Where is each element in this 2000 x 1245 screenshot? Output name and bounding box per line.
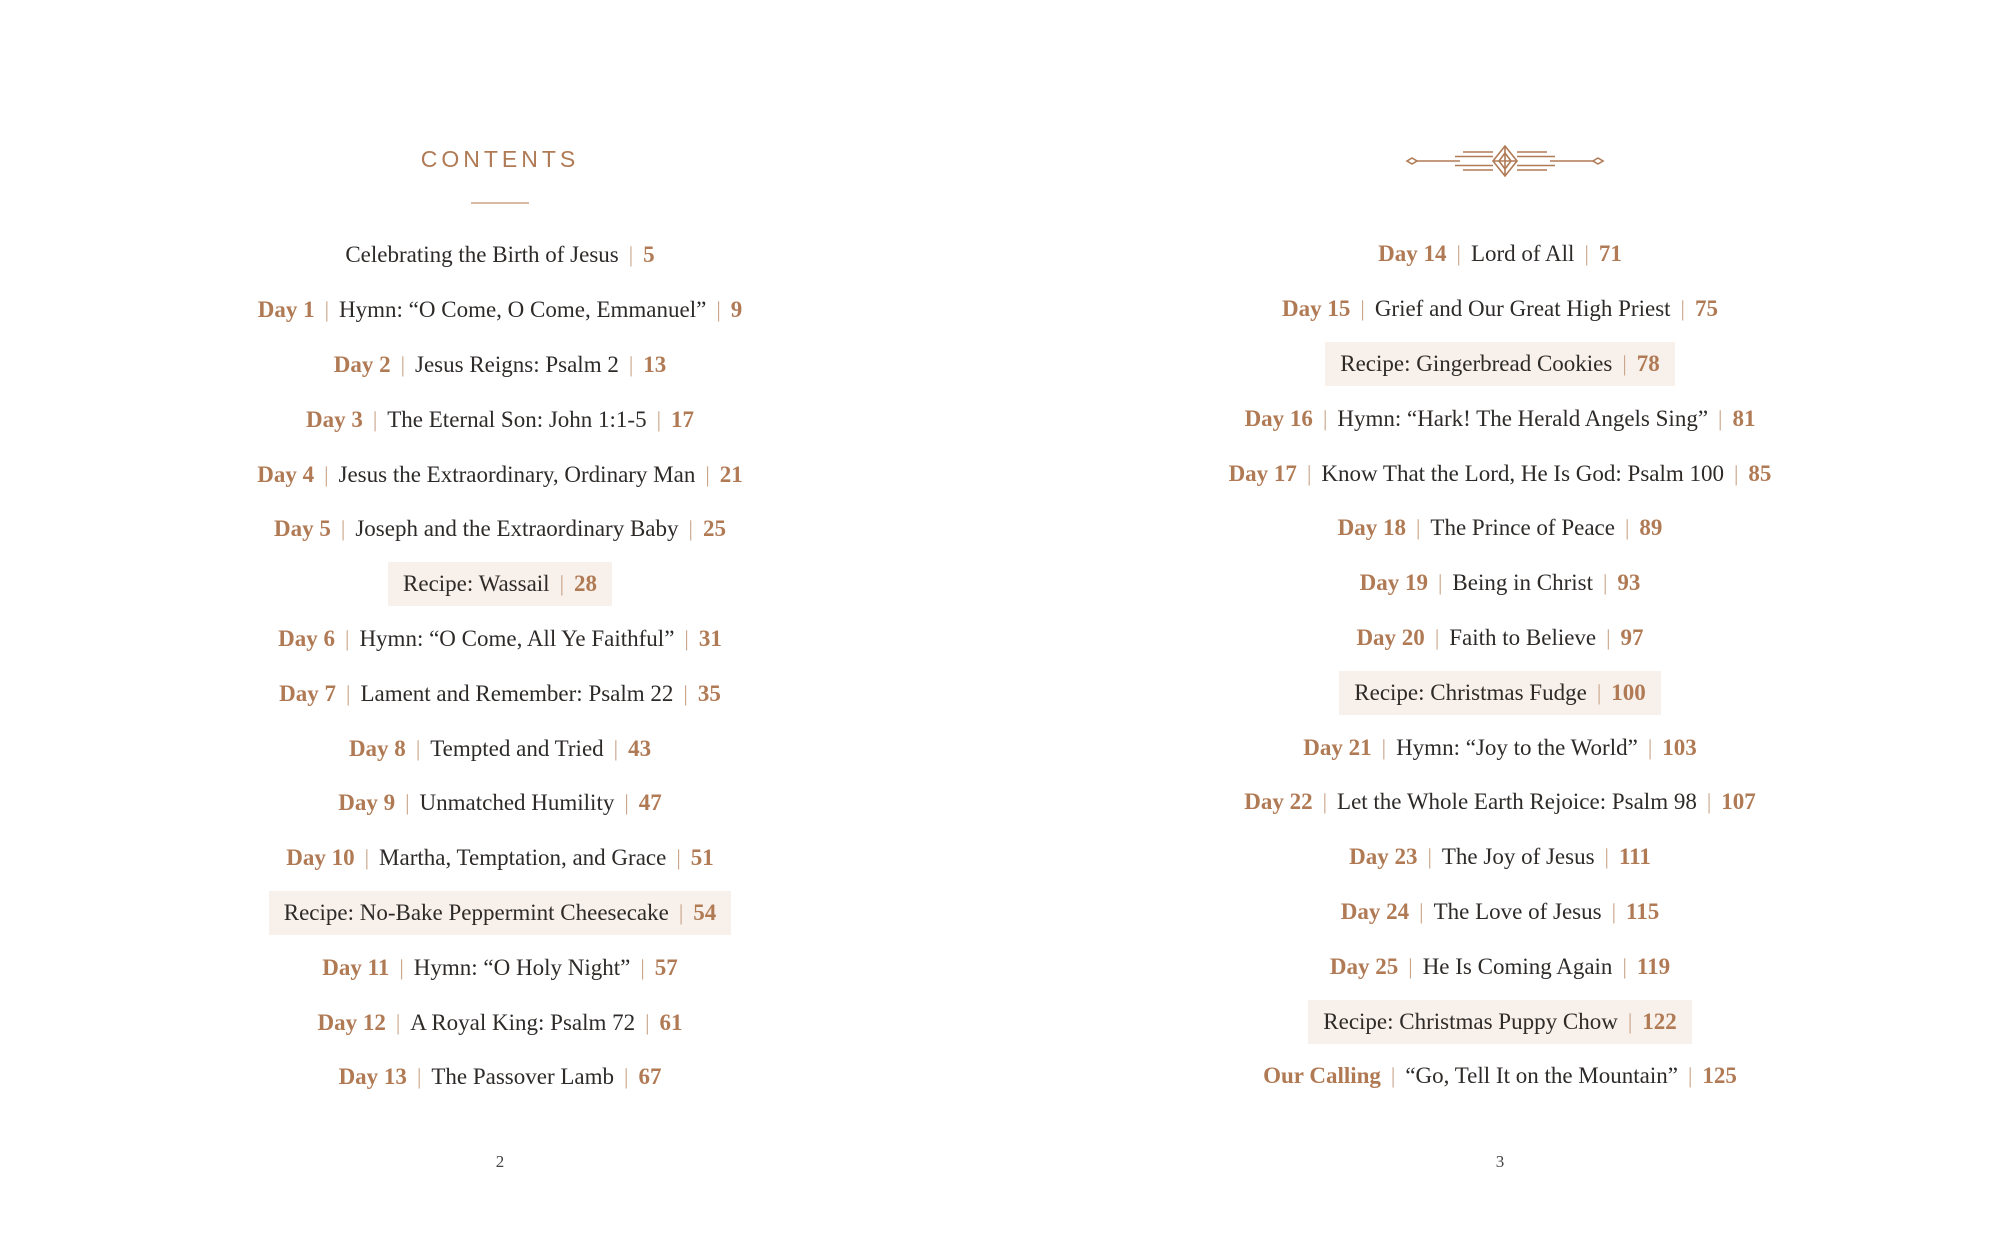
toc-entry-title: Let the Whole Earth Rejoice: Psalm 98 bbox=[1337, 789, 1697, 815]
toc-entry bbox=[272, 617, 728, 661]
toc-day-label: Day 22 bbox=[1244, 789, 1313, 815]
toc-page-number: 119 bbox=[1636, 953, 1671, 979]
toc-list-right bbox=[1000, 227, 2000, 1104]
toc-separator: | bbox=[1434, 624, 1440, 650]
toc-separator: | bbox=[1438, 570, 1443, 596]
toc-entry-title: Know That the Lord, He Is God: Psalm 100 bbox=[1321, 460, 1725, 486]
toc-entry-title: Hymn: “O Holy Night” bbox=[413, 954, 631, 980]
toc-separator: | bbox=[1718, 405, 1723, 431]
toc-entry-title: Recipe: No-Bake Peppermint Cheesecake bbox=[283, 899, 669, 925]
toc-row bbox=[1000, 939, 2000, 994]
toc-entry-title: Being in Christ bbox=[1452, 570, 1593, 596]
toc-separator: | bbox=[1604, 844, 1609, 870]
toc-entry-title: Hymn: “Hark! The Herald Angels Sing” bbox=[1337, 405, 1709, 431]
toc-day-label: Day 25 bbox=[1329, 953, 1399, 979]
toc-entry bbox=[1343, 835, 1657, 879]
toc-entry-title: A Royal King: Psalm 72 bbox=[410, 1009, 636, 1035]
toc-separator: | bbox=[1647, 734, 1653, 760]
toc-day-label: Our Calling bbox=[1263, 1063, 1381, 1089]
toc-entry-title: Martha, Temptation, and Grace bbox=[379, 845, 667, 871]
toc-entry-title: Recipe: Wassail bbox=[403, 571, 550, 597]
toc-entry-title: Hymn: “Joy to the World” bbox=[1396, 734, 1638, 760]
toc-entry-title: Recipe: Christmas Fudge bbox=[1354, 679, 1587, 705]
toc-separator: | bbox=[400, 351, 406, 377]
toc-page-number: 71 bbox=[1598, 241, 1622, 267]
toc-separator: | bbox=[1687, 1063, 1693, 1089]
toc-row bbox=[1000, 501, 2000, 556]
page-number-left: 2 bbox=[495, 1152, 505, 1171]
toc-page-number: 9 bbox=[730, 297, 743, 323]
toc-separator: | bbox=[345, 625, 350, 651]
toc-row bbox=[1000, 611, 2000, 666]
toc-day-label: Day 19 bbox=[1359, 570, 1428, 596]
toc-separator: | bbox=[1456, 241, 1461, 267]
toc-entry bbox=[339, 233, 660, 277]
toc-entry bbox=[252, 288, 748, 332]
toc-separator: | bbox=[364, 845, 370, 871]
toc-entry-title: Recipe: Gingerbread Cookies bbox=[1340, 350, 1613, 376]
toc-entry-title: Lord of All bbox=[1470, 241, 1575, 267]
toc-row bbox=[0, 447, 1000, 502]
toc-row bbox=[0, 721, 1000, 776]
toc-page-number: 31 bbox=[698, 625, 722, 651]
toc-page-number: 75 bbox=[1694, 296, 1718, 322]
toc-entry bbox=[311, 1001, 688, 1045]
toc-separator: | bbox=[372, 406, 378, 432]
toc-entry-title: He Is Coming Again bbox=[1422, 953, 1613, 979]
toc-entry-title: Hymn: “O Come, O Come, Emmanuel” bbox=[339, 297, 707, 323]
toc-entry-title: Tempted and Tried bbox=[430, 735, 604, 761]
toc-entry bbox=[1257, 1054, 1743, 1098]
toc-entry bbox=[1324, 945, 1676, 989]
toc-entry-title: Unmatched Humility bbox=[419, 790, 615, 816]
toc-entry bbox=[1276, 287, 1724, 331]
toc-separator: | bbox=[1734, 460, 1739, 486]
toc-entry bbox=[1332, 506, 1669, 550]
toc-separator: | bbox=[1306, 460, 1312, 486]
toc-entry-title: The Joy of Jesus bbox=[1441, 844, 1595, 870]
toc-entry-title: Lament and Remember: Psalm 22 bbox=[360, 680, 674, 706]
toc-day-label: Day 20 bbox=[1356, 624, 1425, 650]
toc-day-label: Day 13 bbox=[338, 1064, 407, 1090]
toc-page-number: 111 bbox=[1618, 844, 1651, 870]
toc-row bbox=[0, 502, 1000, 557]
page-number-right: 3 bbox=[1495, 1152, 1505, 1171]
toc-entry bbox=[343, 727, 657, 771]
toc-page-number: 17 bbox=[671, 406, 695, 432]
toc-separator: | bbox=[645, 1009, 650, 1035]
toc-separator: | bbox=[624, 790, 629, 816]
toc-separator: | bbox=[1596, 679, 1602, 705]
toc-entry-title: The Love of Jesus bbox=[1433, 898, 1602, 924]
toc-entry-recipe bbox=[269, 891, 732, 935]
toc-separator: | bbox=[1322, 789, 1328, 815]
toc-row bbox=[1000, 337, 2000, 392]
toc-entry-title: Jesus the Extraordinary, Ordinary Man bbox=[338, 461, 696, 487]
toc-row bbox=[1000, 775, 2000, 830]
toc-row bbox=[0, 228, 1000, 283]
toc-entry-title: The Passover Lamb bbox=[431, 1064, 615, 1090]
toc-separator: | bbox=[613, 735, 619, 761]
toc-row bbox=[1000, 665, 2000, 720]
toc-separator: | bbox=[399, 954, 404, 980]
toc-separator: | bbox=[1381, 734, 1387, 760]
toc-separator: | bbox=[1627, 1008, 1633, 1034]
toc-page-number: 93 bbox=[1617, 570, 1641, 596]
toc-day-label: Day 21 bbox=[1303, 734, 1372, 760]
toc-entry bbox=[1238, 780, 1762, 824]
toc-page-number: 78 bbox=[1636, 350, 1660, 376]
toc-separator: | bbox=[705, 461, 710, 487]
toc-separator: | bbox=[676, 845, 681, 871]
toc-entry bbox=[1350, 616, 1649, 660]
toc-entry bbox=[273, 672, 727, 716]
toc-page-number: 47 bbox=[638, 790, 662, 816]
toc-separator: | bbox=[416, 1064, 422, 1090]
toc-day-label: Day 9 bbox=[338, 790, 396, 816]
toc-separator: | bbox=[1622, 953, 1627, 979]
toc-day-label: Day 5 bbox=[274, 516, 331, 542]
toc-row bbox=[0, 283, 1000, 338]
toc-separator: | bbox=[1584, 241, 1589, 267]
toc-separator: | bbox=[628, 351, 634, 377]
toc-separator: | bbox=[1416, 515, 1421, 541]
toc-page-number: 35 bbox=[697, 680, 721, 706]
toc-day-label: Day 23 bbox=[1349, 844, 1418, 870]
toc-page-number: 13 bbox=[643, 351, 667, 377]
toc-separator: | bbox=[1360, 296, 1365, 322]
toc-entry-title: Recipe: Christmas Puppy Chow bbox=[1323, 1008, 1618, 1034]
toc-page-number: 43 bbox=[628, 735, 652, 761]
toc-row bbox=[0, 886, 1000, 941]
toc-list-left bbox=[0, 228, 1000, 1105]
toc-row bbox=[0, 995, 1000, 1050]
toc-row bbox=[0, 940, 1000, 995]
toc-separator: | bbox=[324, 461, 329, 487]
toc-separator: | bbox=[678, 899, 684, 925]
toc-separator: | bbox=[624, 1064, 629, 1090]
toc-day-label: Day 24 bbox=[1340, 898, 1410, 924]
heading-underline bbox=[471, 202, 529, 204]
decorative-flourish-icon bbox=[1405, 143, 1605, 179]
toc-row bbox=[1000, 446, 2000, 501]
toc-day-label: Day 11 bbox=[322, 954, 390, 980]
toc-row bbox=[1000, 994, 2000, 1049]
toc-separator: | bbox=[1408, 953, 1413, 979]
toc-entry bbox=[332, 781, 668, 825]
toc-page-number: 107 bbox=[1721, 789, 1756, 815]
toc-separator: | bbox=[683, 680, 688, 706]
toc-separator: | bbox=[1622, 350, 1627, 376]
toc-page-number: 115 bbox=[1625, 898, 1660, 924]
toc-separator: | bbox=[346, 680, 351, 706]
toc-entry bbox=[1335, 890, 1665, 934]
toc-separator: | bbox=[640, 954, 645, 980]
toc-separator: | bbox=[656, 406, 662, 432]
toc-separator: | bbox=[1602, 570, 1608, 596]
toc-separator: | bbox=[688, 516, 693, 542]
toc-row bbox=[1000, 720, 2000, 775]
toc-separator: | bbox=[405, 790, 410, 816]
toc-entry bbox=[316, 946, 683, 990]
toc-separator: | bbox=[415, 735, 421, 761]
toc-separator: | bbox=[1606, 624, 1611, 650]
toc-day-label: Day 10 bbox=[286, 845, 355, 871]
toc-row bbox=[0, 666, 1000, 721]
toc-row bbox=[1000, 556, 2000, 611]
toc-day-label: Day 4 bbox=[257, 461, 315, 487]
toc-entry-recipe bbox=[388, 562, 612, 606]
toc-row bbox=[1000, 391, 2000, 446]
toc-entry-title: Celebrating the Birth of Jesus bbox=[345, 242, 619, 268]
toc-day-label: Day 8 bbox=[348, 735, 406, 761]
contents-heading: CONTENTS bbox=[420, 146, 580, 172]
toc-separator: | bbox=[1419, 898, 1424, 924]
toc-separator: | bbox=[1427, 844, 1432, 870]
toc-page-number: 25 bbox=[702, 516, 726, 542]
toc-page-number: 67 bbox=[638, 1064, 662, 1090]
toc-day-label: Day 6 bbox=[278, 625, 336, 651]
toc-page-number: 100 bbox=[1611, 679, 1646, 705]
toc-page-number: 61 bbox=[659, 1009, 683, 1035]
toc-row bbox=[0, 776, 1000, 831]
toc-page-number: 5 bbox=[643, 242, 655, 268]
toc-separator: | bbox=[1611, 898, 1616, 924]
toc-entry bbox=[1354, 561, 1647, 605]
toc-entry bbox=[328, 343, 673, 387]
toc-entry bbox=[300, 398, 700, 442]
toc-separator: | bbox=[340, 516, 346, 542]
toc-row bbox=[1000, 885, 2000, 940]
toc-separator: | bbox=[1624, 515, 1630, 541]
toc-row bbox=[1000, 830, 2000, 885]
toc-entry-title: Jesus Reigns: Psalm 2 bbox=[415, 351, 619, 377]
toc-separator: | bbox=[395, 1009, 401, 1035]
toc-separator: | bbox=[1322, 405, 1328, 431]
toc-separator: | bbox=[1680, 296, 1685, 322]
toc-day-label: Day 12 bbox=[317, 1009, 386, 1035]
toc-separator: | bbox=[716, 297, 721, 323]
toc-entry bbox=[280, 836, 719, 880]
toc-row bbox=[0, 557, 1000, 612]
toc-day-label: Day 3 bbox=[305, 406, 363, 432]
toc-row bbox=[0, 338, 1000, 393]
toc-entry-title: The Prince of Peace bbox=[1430, 515, 1615, 541]
toc-row bbox=[0, 1050, 1000, 1105]
toc-page-number: 125 bbox=[1702, 1063, 1737, 1089]
toc-day-label: Day 15 bbox=[1282, 296, 1351, 322]
toc-day-label: Day 14 bbox=[1378, 241, 1447, 267]
toc-page-number: 28 bbox=[573, 571, 597, 597]
toc-separator: | bbox=[1706, 789, 1712, 815]
toc-row bbox=[1000, 282, 2000, 337]
toc-day-label: Day 16 bbox=[1244, 405, 1313, 431]
toc-day-label: Day 18 bbox=[1337, 515, 1406, 541]
toc-page-number: 89 bbox=[1639, 515, 1663, 541]
toc-entry-recipe bbox=[1325, 342, 1675, 386]
toc-entry-title: The Eternal Son: John 1:1-5 bbox=[387, 406, 647, 432]
toc-separator: | bbox=[1390, 1063, 1396, 1089]
toc-entry-recipe bbox=[1308, 1000, 1691, 1044]
toc-separator: | bbox=[684, 625, 689, 651]
toc-entry-title: “Go, Tell It on the Mountain” bbox=[1405, 1063, 1678, 1089]
toc-entry-title: Joseph and the Extraordinary Baby bbox=[355, 516, 679, 542]
toc-entry bbox=[268, 507, 732, 551]
toc-entry bbox=[1372, 232, 1628, 276]
toc-page-number: 122 bbox=[1642, 1008, 1677, 1034]
toc-page-number: 57 bbox=[654, 954, 678, 980]
toc-row bbox=[0, 612, 1000, 667]
toc-separator: | bbox=[628, 242, 634, 268]
toc-row bbox=[0, 392, 1000, 447]
toc-day-label: Day 7 bbox=[279, 680, 337, 706]
toc-day-label: Day 17 bbox=[1228, 460, 1297, 486]
toc-row bbox=[1000, 227, 2000, 282]
toc-page-number: 21 bbox=[719, 461, 743, 487]
toc-separator: | bbox=[324, 297, 330, 323]
toc-entry bbox=[1223, 452, 1778, 496]
toc-entry-title: Hymn: “O Come, All Ye Faithful” bbox=[359, 625, 675, 651]
toc-row bbox=[1000, 1049, 2000, 1104]
toc-day-label: Day 1 bbox=[257, 297, 315, 323]
toc-entry bbox=[1297, 726, 1702, 770]
toc-entry bbox=[1239, 397, 1762, 441]
toc-page-number: 103 bbox=[1662, 734, 1697, 760]
toc-entry-title: Faith to Believe bbox=[1449, 624, 1597, 650]
right-page bbox=[1000, 0, 2000, 1245]
toc-page-number: 85 bbox=[1748, 460, 1772, 486]
toc-entry-title: Grief and Our Great High Priest bbox=[1374, 296, 1671, 322]
toc-day-label: Day 2 bbox=[333, 351, 391, 377]
toc-separator: | bbox=[559, 571, 564, 597]
toc-page-number: 51 bbox=[690, 845, 714, 871]
toc-page-number: 97 bbox=[1620, 624, 1644, 650]
toc-entry-recipe bbox=[1339, 671, 1660, 715]
toc-page-number: 81 bbox=[1732, 405, 1756, 431]
toc-page-number: 54 bbox=[693, 899, 717, 925]
toc-entry bbox=[333, 1055, 668, 1099]
toc-entry bbox=[251, 453, 749, 497]
toc-row bbox=[0, 831, 1000, 886]
